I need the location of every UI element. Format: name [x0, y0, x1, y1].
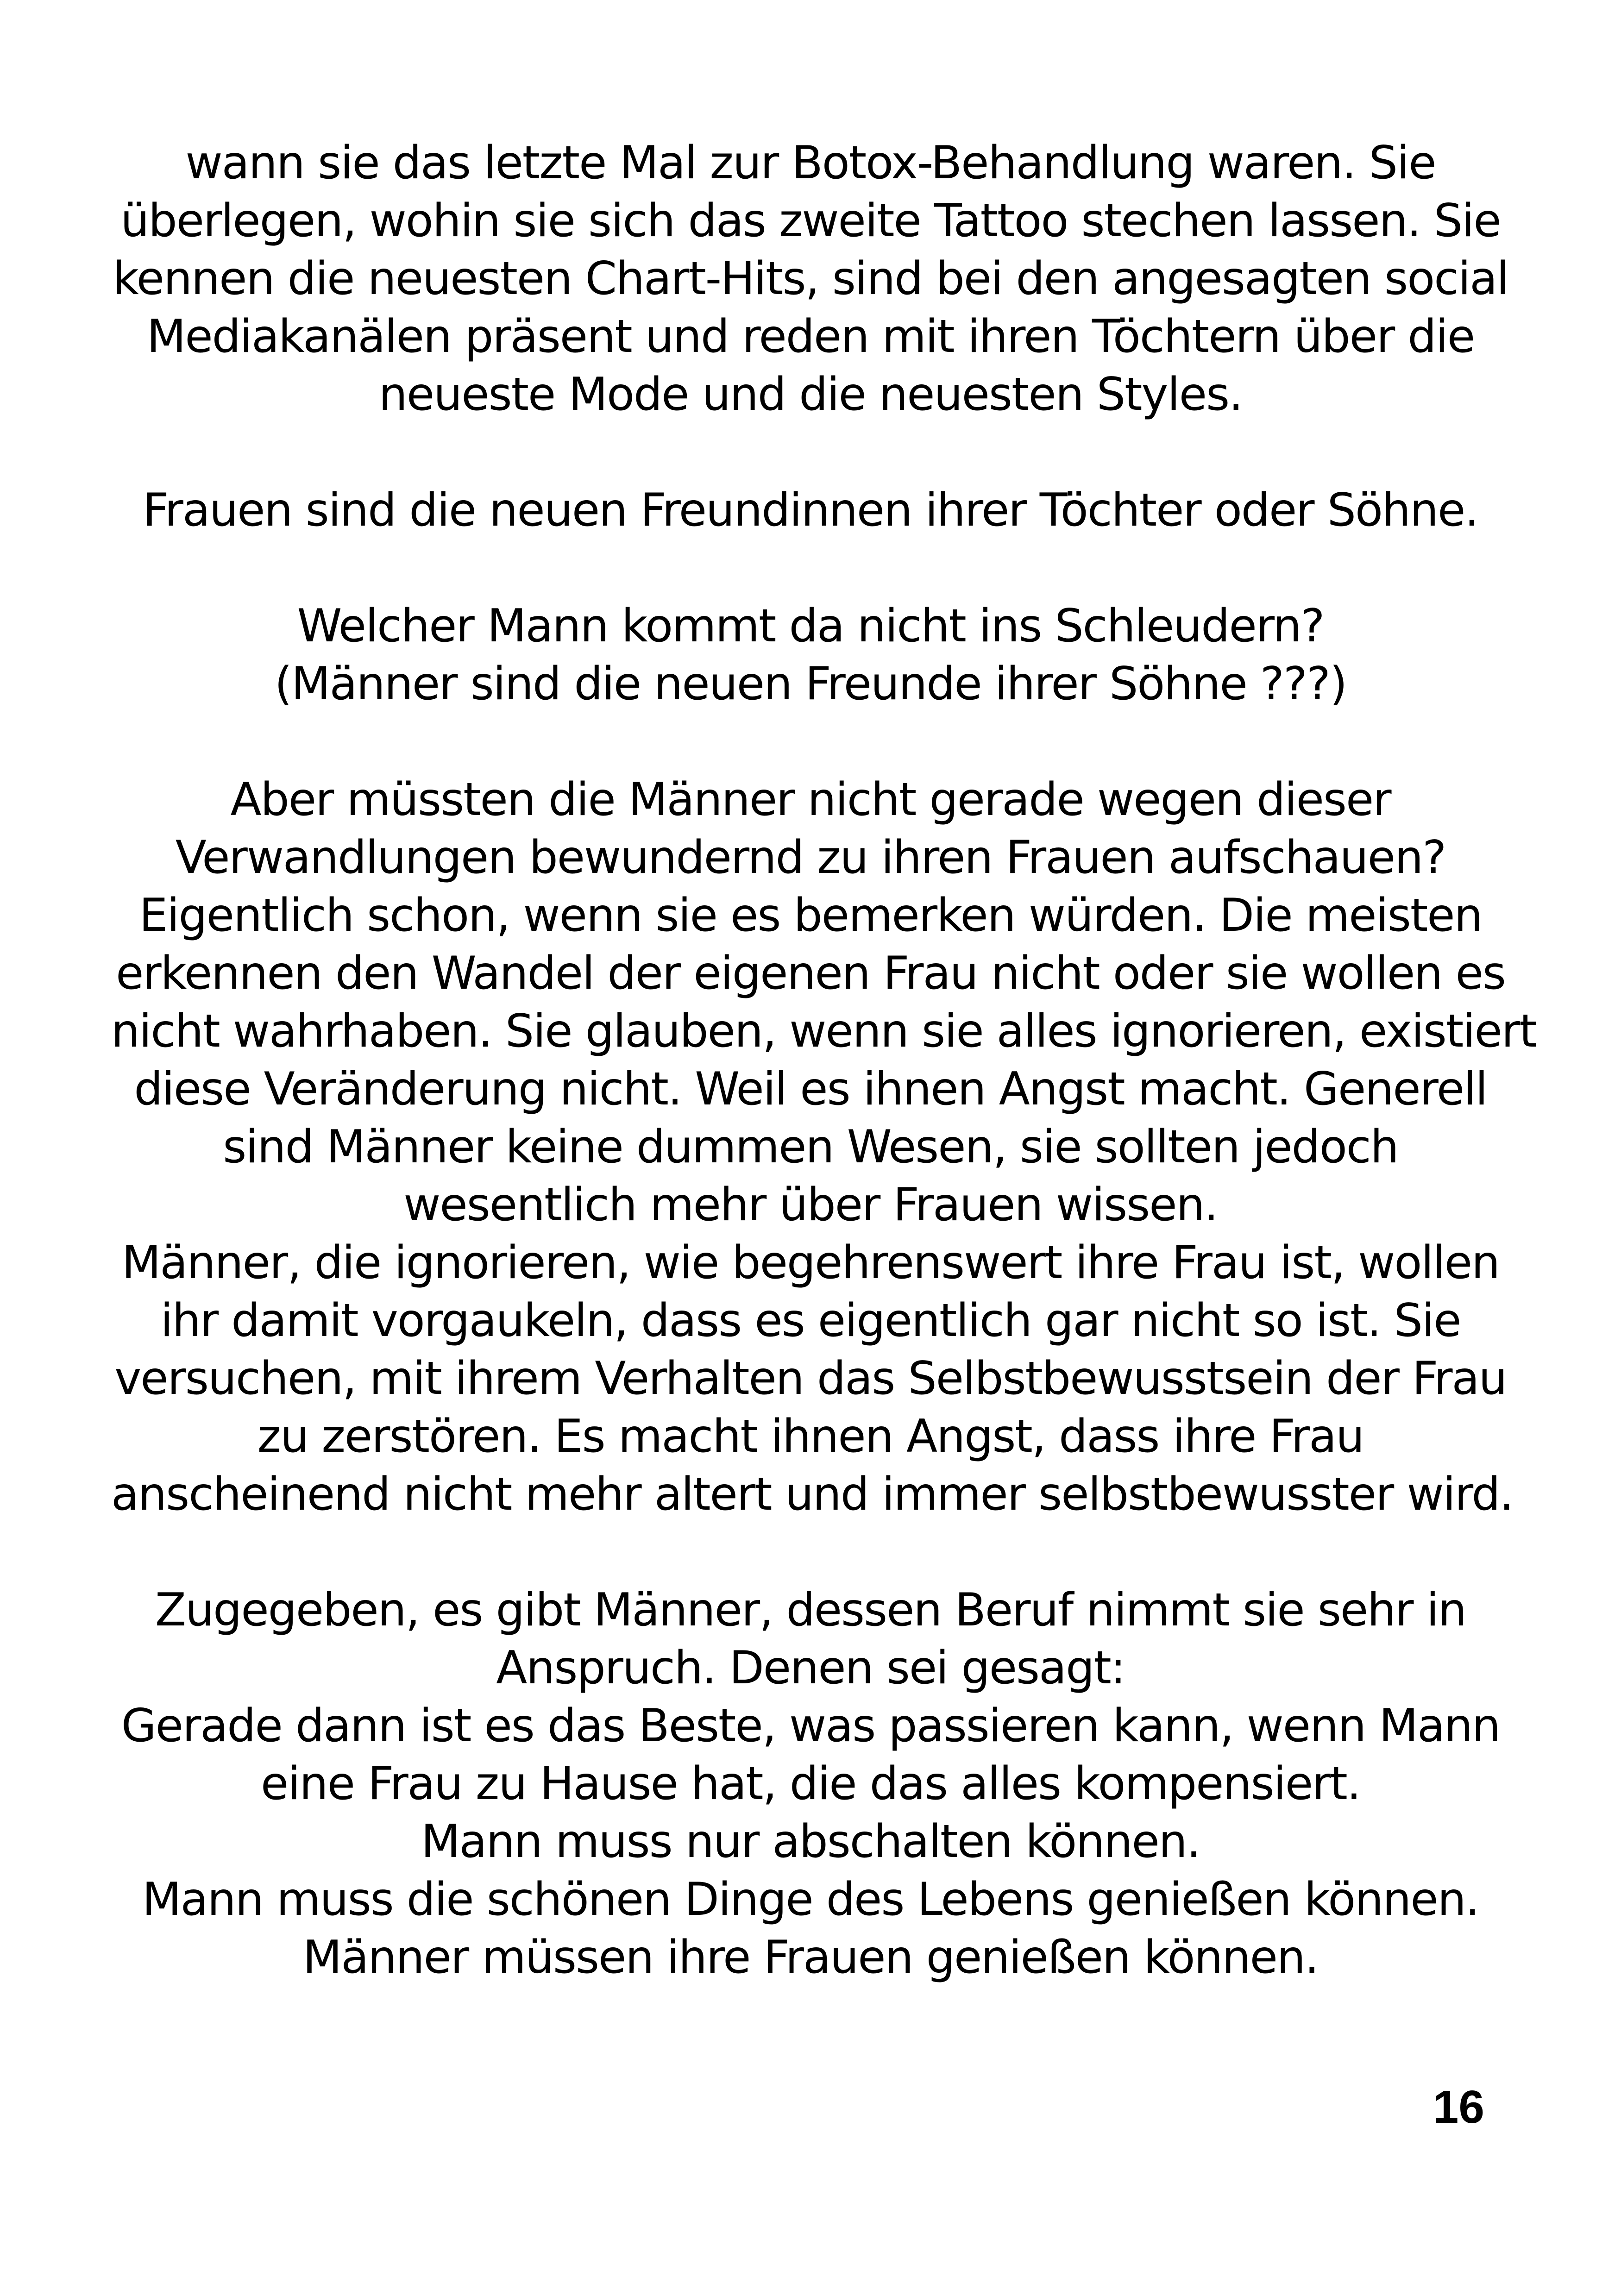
text-line: überlegen, wohin sie sich das zweite Tattoo stechen lassen. Sie [120, 194, 1501, 247]
paragraph [111, 1581, 1510, 1987]
text-line: Anspruch. Denen sei gesagt: [496, 1642, 1125, 1694]
text-line: Mann muss die schönen Dinge des Lebens genießen können. [142, 1873, 1479, 1926]
text-line: erkennen den Wandel der eigenen Frau nicht oder sie wollen es [116, 947, 1505, 1000]
text-line: Zugegeben, es gibt Männer, dessen Beruf nimmt sie sehr in [155, 1584, 1466, 1637]
text-line: sind Männer keine dummen Wesen, sie sollten jedoch [223, 1121, 1398, 1173]
text-line: Mediakanälen präsent und reden mit ihren Töchtern über die [146, 310, 1475, 363]
paragraph [111, 771, 1536, 1524]
text-line: Gerade dann ist es das Beste, was passieren kann, wenn Mann [121, 1700, 1500, 1752]
text-line: zu zerstören. Es macht ihnen Angst, dass ihre Frau [257, 1410, 1364, 1463]
text-line: Verwandlungen bewundernd zu ihren Frauen aufschauen? [175, 831, 1446, 884]
text-line: Frauen sind die neuen Freundinnen ihrer Töchter oder Söhne. [143, 484, 1478, 537]
text-line: anscheinend nicht mehr altert und immer selbstbewusster wird. [111, 1468, 1513, 1521]
text-line: neueste Mode und die neuesten Styles. [378, 368, 1243, 421]
text-line: (Männer sind die neuen Freunde ihrer Söhne ???) [274, 658, 1347, 710]
text-line: nicht wahrhaben. Sie glauben, wenn sie alles ignorieren, existiert [111, 1005, 1536, 1058]
text-line: Aber müssten die Männer nicht gerade wegen dieser [230, 773, 1391, 826]
paragraph-gap [111, 424, 1510, 482]
text-line: Männer müssen ihre Frauen genießen können. [302, 1931, 1319, 1984]
text-line: Welcher Mann kommt da nicht ins Schleudern? [297, 600, 1324, 652]
text-line: wann sie das letzte Mal zur Botox-Behandlung waren. Sie [185, 137, 1436, 189]
text-line: Mann muss nur abschalten können. [421, 1815, 1200, 1868]
paragraph-gap [111, 713, 1510, 771]
text-line: versuchen, mit ihrem Verhalten das Selbstbewusstsein der Frau [114, 1352, 1507, 1405]
page-number: 16 [1433, 2081, 1484, 2133]
text-line: diese Veränderung nicht. Weil es ihnen Angst macht. Generell [134, 1063, 1487, 1116]
text-line: ihr damit vorgaukeln, dass es eigentlich gar nicht so ist. Sie [160, 1294, 1461, 1347]
paragraph-gap [111, 1524, 1510, 1581]
body-text [111, 134, 1536, 1987]
text-line: kennen die neuesten Chart-Hits, sind bei den angesagten social [113, 252, 1508, 305]
paragraph [111, 597, 1510, 713]
paragraph [111, 134, 1510, 424]
text-line: eine Frau zu Hause hat, die das alles kompensiert. [261, 1757, 1360, 1810]
text-line: Männer, die ignorieren, wie begehrenswert ihre Frau ist, wollen [121, 1236, 1500, 1289]
paragraph [111, 482, 1510, 539]
paragraph-gap [111, 539, 1510, 597]
text-line: Eigentlich schon, wenn sie es bemerken würden. Die meisten [139, 889, 1482, 942]
text-line: wesentlich mehr über Frauen wissen. [403, 1179, 1218, 1231]
